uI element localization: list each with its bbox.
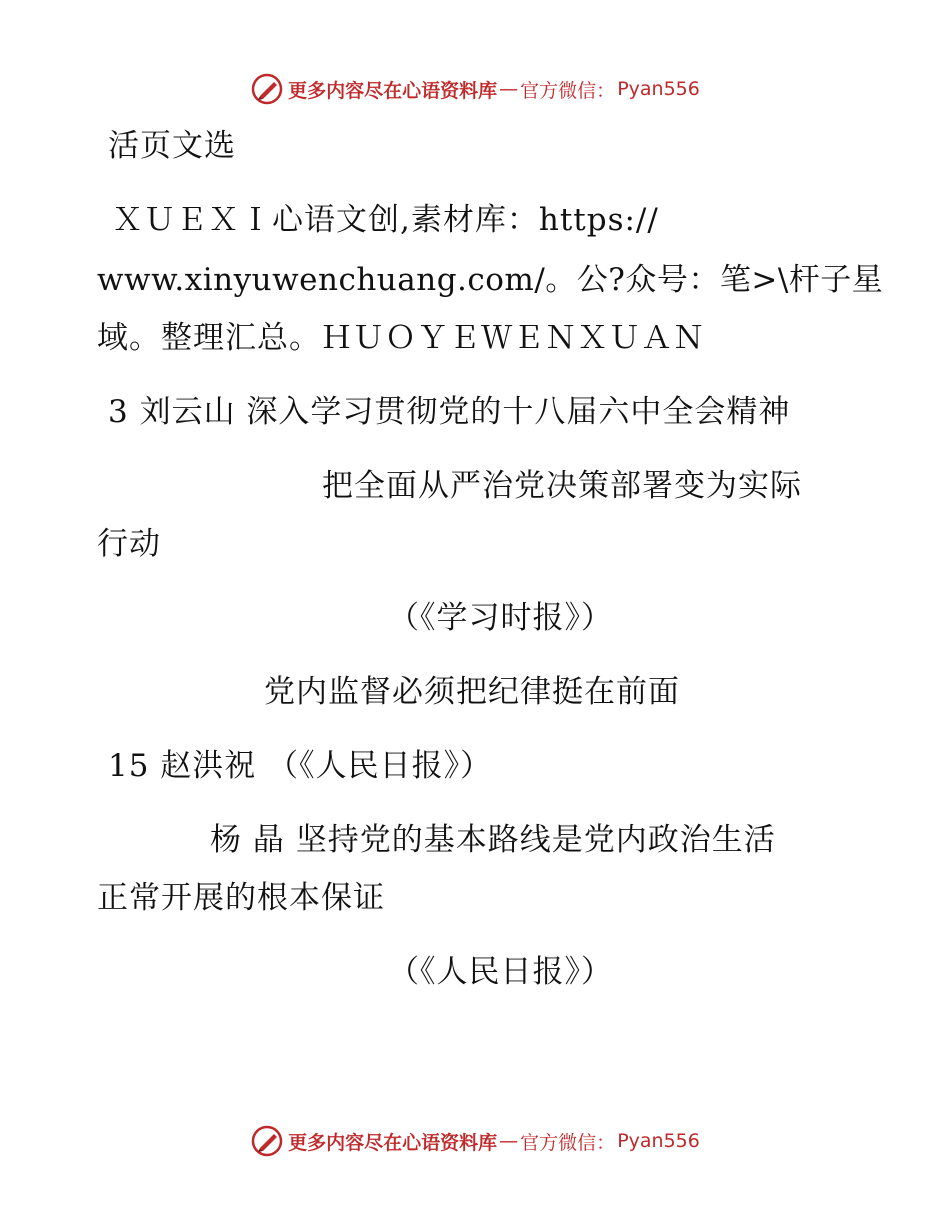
banner-dash: — xyxy=(499,1130,519,1152)
toc-entry-zhao: 15 赵洪祝 （《人民日报》） xyxy=(108,748,493,784)
toc-entry-liu: 3 刘云山 深入学习贯彻党的十八届六中全会精神 xyxy=(108,394,791,430)
toc-entry-title: 党内监督必须把纪律挺在前面 xyxy=(264,674,680,710)
pen-logo-icon xyxy=(250,72,284,106)
toc-entry-yang: 杨 晶 坚持党的基本路线是党内政治生活 xyxy=(210,822,776,858)
banner-wechat-label: 官方微信： xyxy=(520,79,616,102)
header-banner xyxy=(0,72,950,106)
banner-handle: Pyan556 xyxy=(617,78,700,100)
doc-line: www.xinyuwenchuang.com/。公?众号：笔>\杆子星 xyxy=(97,262,884,298)
toc-entry-liu-cont2: 行动 xyxy=(97,526,161,562)
doc-line: ＸＵＥＸＩ心语文创,素材库：https:// xyxy=(112,202,659,238)
banner-dash: — xyxy=(499,78,519,100)
banner-title: 更多内容尽在心语资料库 xyxy=(288,79,498,102)
banner-wechat-label: 官方微信： xyxy=(520,1131,616,1154)
toc-entry-liu-cont: 把全面从严治党决策部署变为实际 xyxy=(322,468,802,504)
banner-handle: Pyan556 xyxy=(617,1130,700,1152)
toc-entry-yang-cont: 正常开展的根本保证 xyxy=(97,880,385,916)
footer-banner xyxy=(0,1124,950,1158)
pen-logo-icon xyxy=(250,1124,284,1158)
toc-source: （《学习时报》） xyxy=(388,600,613,636)
toc-source: （《人民日报》） xyxy=(388,954,613,990)
doc-title: 活页文选 xyxy=(108,128,236,164)
banner-title: 更多内容尽在心语资料库 xyxy=(288,1131,498,1154)
doc-line: 域。整理汇总。ＨＵＯＹＥＷＥＮＸＵＡＮ xyxy=(97,320,705,356)
